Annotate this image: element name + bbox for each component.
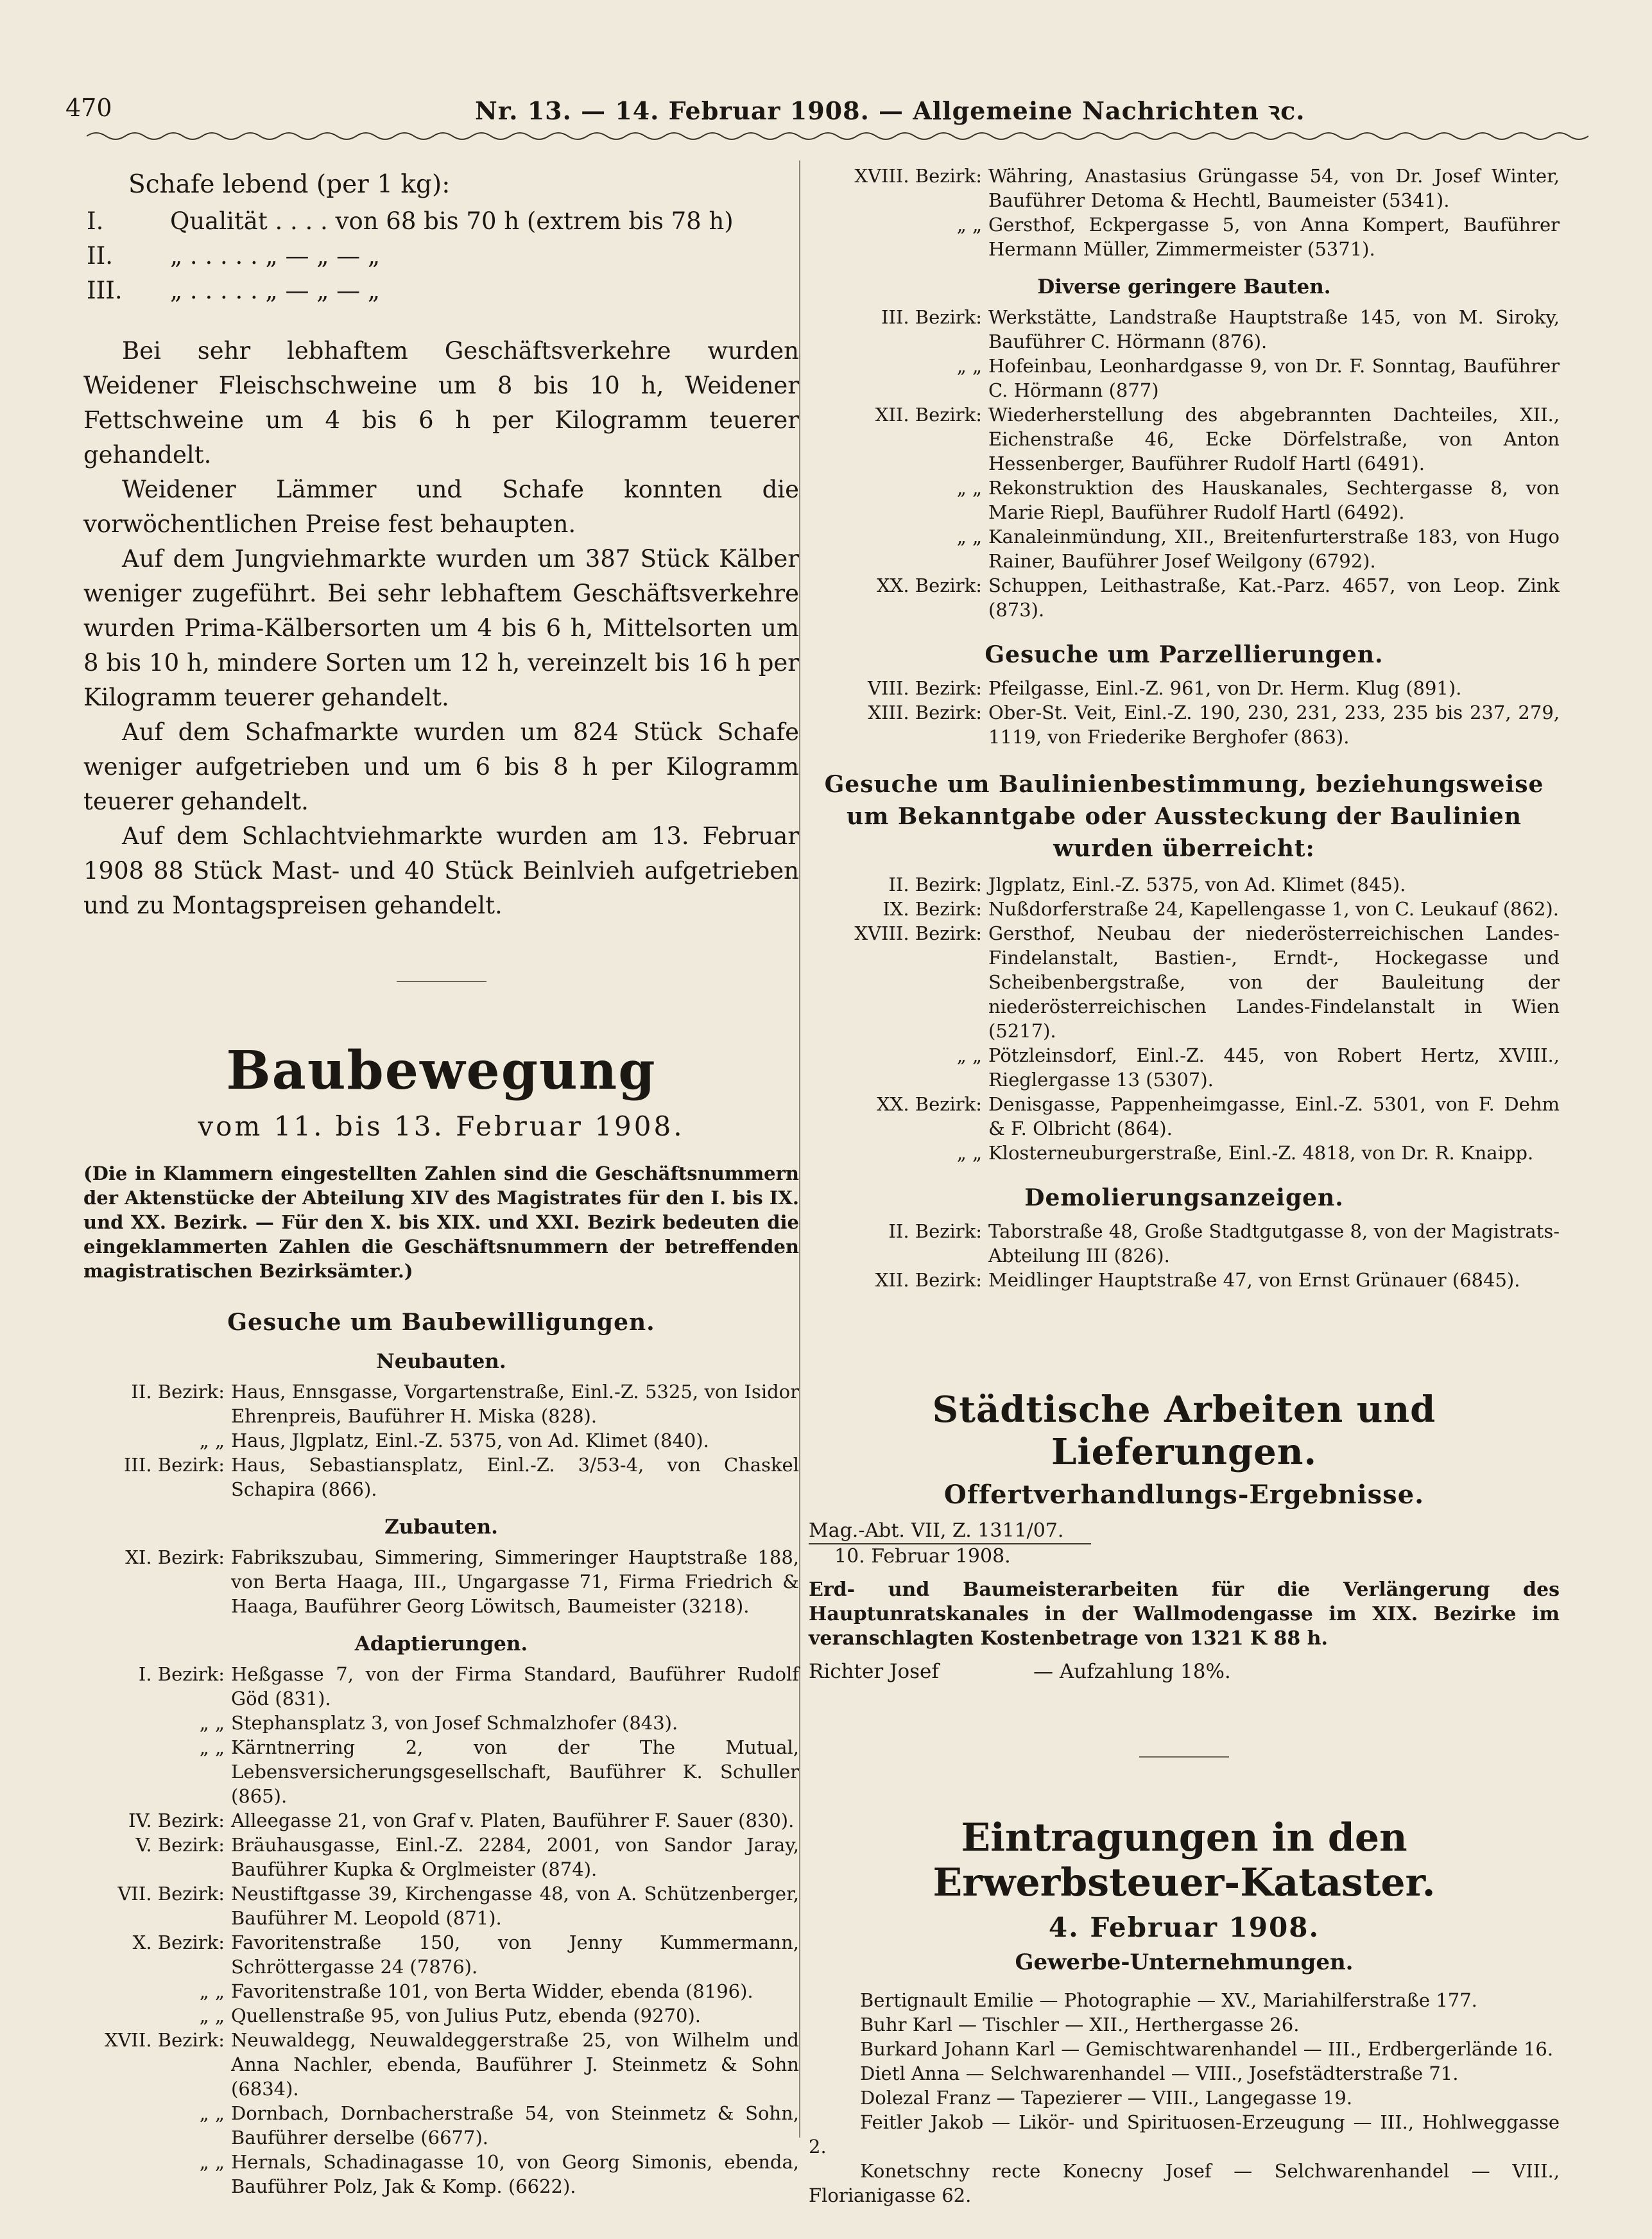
list-item: Burkard Johann Karl — Gemischtwarenhandel — III., Erdbergerlände 16. — [860, 2038, 1554, 2060]
entry-text: Haus, Sebastiansplatz, Einl.-Z. 3/53-4, von Chaskel Schapira (866). — [231, 1454, 799, 1500]
header-wavy-rule — [87, 128, 1588, 144]
offer-date: 10. Februar 1908. — [834, 1545, 1011, 1568]
list-item — [809, 1268, 1560, 1292]
district-label: XI. Bezirk: — [125, 1546, 225, 1568]
entry-text: Bräuhausgasse, Einl.-Z. 2284, 2001, von Sandor Jaray, Bauführer Kupka & Orglmeister (874). — [231, 1834, 799, 1880]
district-label: „ „ — [956, 355, 982, 377]
list-item — [809, 1141, 1560, 1165]
list-item: Buhr Karl — Tischler — XII., Herthergasse 26. — [860, 2014, 1300, 2036]
entry-text: Ober-St. Veit, Einl.-Z. 190, 230, 231, 233, 235 bis 237, 279, 1119, von Friederike Berghofer (863). — [988, 702, 1560, 748]
district-label: VIII. Bezirk: — [868, 677, 982, 699]
district-label: XII. Bezirk: — [875, 404, 982, 426]
list-item — [809, 212, 1560, 261]
district-label: II. Bezirk: — [888, 1220, 982, 1242]
list-item — [83, 1881, 799, 1930]
entry-text: Denisgasse, Pappenheimgasse, Einl.-Z. 5301, von F. Dehm & F. Olbricht (864). — [988, 1093, 1560, 1139]
district-label: „ „ — [956, 1142, 982, 1164]
entry-text: Schuppen, Leithastraße, Kat.-Parz. 4657, von Leop. Zink (873). — [988, 575, 1560, 621]
paragraph: Auf dem Schlachtviehmarkte wurden am 13. Februar 1908 88 Stück Mast- und 40 Stück Beinlvieh aufgetrieben und zu Montagspreisen gehandelt. — [83, 822, 799, 919]
district-label: I. Bezirk: — [138, 1663, 225, 1685]
demolierung-heading: Demolierungsanzeigen. — [1024, 1184, 1344, 1211]
entry-text: Haus, Ennsgasse, Vorgartenstraße, Einl.-Z. 5325, von Isidor Ehrenpreis, Bauführer H. Miska (828). — [231, 1381, 799, 1427]
entry-text: Stephansplatz 3, von Josef Schmalzhofer (843). — [231, 1712, 678, 1734]
list-item — [83, 2101, 799, 2150]
left-column — [83, 160, 799, 2199]
quality-value: „ . . . . . „ — „ — „ — [170, 242, 381, 270]
offer-description: Erd- und Baumeisterarbeiten für die Verlängerung des Hauptunratskanales in der Wallmodengasse im XIX. Bezirke im veranschlagten Kostenbetrage von 1321 K 88 h. — [809, 1578, 1560, 1650]
list-item — [809, 676, 1560, 700]
list-item — [83, 1662, 799, 1711]
entry-text: Nußdorferstraße 24, Kapellengasse 1, von C. Leukauf (862). — [988, 898, 1559, 920]
gewerbe-subheading: Gewerbe-Unternehmungen. — [1015, 1949, 1354, 1975]
bidder-name: Richter Josef — [809, 1660, 939, 1683]
district-label: „ „ — [199, 2151, 225, 2173]
district-label: XIII. Bezirk: — [868, 702, 982, 723]
district-label: XX. Bezirk: — [877, 1093, 982, 1115]
entry-text: Hofeinbau, Leonhardgasse 9, von Dr. F. Sonntag, Bauführer C. Hörmann (877) — [988, 355, 1560, 401]
quality-row — [83, 204, 799, 239]
right-column — [809, 164, 1560, 2208]
entry-text: Quellenstraße 95, von Julius Putz, ebenda (9270). — [231, 2005, 701, 2027]
paragraph: Auf dem Schafmarkte wurden um 824 Stück Schafe weniger aufgetrieben und um 6 bis 8 h per Kilogramm teuerer gehandelt. — [83, 718, 799, 815]
district-label: III. Bezirk: — [881, 306, 982, 328]
list-item — [83, 1930, 799, 1979]
list-item — [83, 1979, 799, 2003]
page-number: 470 — [65, 94, 112, 122]
entry-text: Heßgasse 7, von der Firma Standard, Bauführer Rudolf Göd (831). — [231, 1663, 799, 1709]
district-label: VII. Bezirk: — [117, 1883, 225, 1905]
list-item — [83, 1808, 799, 1833]
entry-text: Pfeilgasse, Einl.-Z. 961, von Dr. Herm. Klug (891). — [988, 677, 1462, 699]
offer-result-row — [809, 1657, 1560, 1686]
district-label: III. Bezirk: — [123, 1454, 225, 1476]
list-item — [83, 1711, 799, 1735]
reference-number: Mag.-Abt. VII, Z. 1311/07. — [809, 1519, 1064, 1542]
eintragungen-title: Eintragungen in den Erwerbsteuer-Kataster. — [933, 1815, 1436, 1905]
list-item — [83, 2150, 799, 2199]
parzellierungen-heading: Gesuche um Parzellierungen. — [985, 641, 1384, 668]
district-label: „ „ — [199, 1430, 225, 1451]
district-label: „ „ — [956, 477, 982, 499]
page-header-title: Nr. 13. — 14. Februar 1908. — Allgemeine Nachrichten ꝛc. — [475, 96, 1305, 125]
neubauten-heading: Neubauten. — [376, 1350, 506, 1373]
diverse-heading: Diverse geringere Bauten. — [1037, 275, 1331, 298]
list-item — [809, 164, 1560, 212]
district-label: XVIII. Bezirk: — [854, 922, 982, 944]
bidder-result: — Aufzahlung 18%. — [1033, 1660, 1231, 1683]
list-item — [809, 476, 1560, 524]
list-item — [83, 1379, 799, 1428]
list-item — [809, 897, 1560, 921]
baubewegung-date: vom 11. bis 13. Februar 1908. — [198, 1111, 685, 1142]
quality-row — [83, 239, 799, 273]
quality-value: Qualität . . . . von 68 bis 70 h (extrem bis 78 h) — [170, 207, 734, 235]
district-label: II. Bezirk: — [131, 1381, 225, 1403]
section-separator — [397, 981, 486, 982]
list-item: Dolezal Franz — Tapezierer — VIII., Langegasse 19. — [860, 2087, 1353, 2109]
entry-text: Kärntnerring 2, von der The Mutual, Lebensversicherungsgesellschaft, Bauführer K. Schuller (865). — [231, 1736, 799, 1807]
zubauten-heading: Zubauten. — [384, 1516, 498, 1539]
district-label: XX. Bezirk: — [877, 575, 982, 596]
offertverhandlungs-subtitle: Offertverhandlungs-Ergebnisse. — [943, 1480, 1425, 1510]
district-label: V. Bezirk: — [135, 1834, 225, 1856]
eintragungen-date: 4. Februar 1908. — [1048, 1912, 1320, 1943]
entry-text: Taborstraße 48, Große Stadtgutgasse 8, von der Magistrats-Abteilung III (826). — [988, 1220, 1560, 1266]
entry-text: Alleegasse 21, von Graf v. Platen, Bauführer F. Sauer (830). — [231, 1810, 795, 1831]
list-item — [809, 305, 1560, 354]
district-label: „ „ — [956, 1044, 982, 1066]
entry-text: Fabrikszubau, Simmering, Simmeringer Hauptstraße 188, von Berta Haaga, III., Ungargasse 71, Firma Friedrich & Haaga, Bauführer Georg Löwitsch, Baumeister (3218). — [231, 1546, 799, 1617]
entry-text: Dornbach, Dornbacherstraße 54, von Steinmetz & Sohn, Bauführer derselbe (6677). — [231, 2102, 799, 2148]
entry-text: Rekonstruktion des Hauskanales, Sechtergasse 8, von Marie Riepl, Bauführer Rudolf Hartl (6492). — [988, 477, 1560, 523]
list-item — [83, 2003, 799, 2028]
entry-text: Favoritenstraße 101, von Berta Widder, ebenda (8196). — [231, 1980, 753, 2002]
baubewegung-note: (Die in Klammern eingestellten Zahlen sind die Geschäftsnummern der Aktenstücke der Abteilung XIV des Magistrates für den I. bis IX. und XX. Bezirk. — Für den X. bis XIX. und XXI. Bezirk bedeuten die eingeklammerten Zahlen die Geschäftsnummern der betreffenden magistratischen Bezirksämter.) — [83, 1163, 799, 1282]
entry-text: Favoritenstraße 150, von Jenny Kummermann, Schröttergasse 24 (7876). — [231, 1932, 799, 1978]
quality-label: I. — [87, 207, 104, 235]
entry-text: Neustiftgasse 39, Kirchengasse 48, von A. Schützenberger, Bauführer M. Leopold (871). — [231, 1883, 799, 1929]
district-label: IV. Bezirk: — [128, 1810, 225, 1831]
list-item — [83, 1545, 799, 1618]
staedtische-arbeiten-title: Städtische Arbeiten und Lieferungen. — [932, 1388, 1436, 1473]
quality-label: II. — [87, 242, 113, 270]
market-report — [83, 334, 799, 923]
list-item: Konetschny recte Konecny Josef — Selchwarenhandel — VIII., Florianigasse 62. — [809, 2160, 1560, 2206]
list-item — [809, 402, 1560, 476]
district-label: II. Bezirk: — [888, 874, 982, 895]
entry-text: Währing, Anastasius Grüngasse 54, von Dr. Josef Winter, Bauführer Detoma & Hechtl, Baumeister (5341). — [988, 165, 1560, 211]
district-label: „ „ — [956, 526, 982, 548]
gesuche-heading: Gesuche um Baubewilligungen. — [227, 1309, 655, 1336]
list-item — [809, 872, 1560, 897]
entry-text: Gersthof, Neubau der niederösterreichischen Landes-Findelanstalt, Bastien-, Erndt-, Hockegasse und Scheibenbergstraße, von der Bauleitung der niederösterreichischen Landes-Findelanstalt in Wien (5217). — [988, 922, 1560, 1042]
list-item — [809, 1219, 1560, 1268]
entry-text: Wiederherstellung des abgebrannten Dachteiles, XII., Eichenstraße 46, Ecke Dörfelstraße, von Anton Hessenberger, Bauführer Rudolf Hartl (6491). — [988, 404, 1560, 474]
entry-text: Hernals, Schadinagasse 10, von Georg Simonis, ebenda, Bauführer Polz, Jak & Komp. (6622). — [231, 2151, 799, 2197]
entry-text: Gersthof, Eckpergasse 5, von Anna Kompert, Bauführer Hermann Müller, Zimmermeister (5371). — [988, 214, 1560, 260]
list-item — [809, 921, 1560, 1043]
quality-label: III. — [87, 277, 123, 304]
paragraph: Bei sehr lebhaftem Geschäftsverkehre wurden Weidener Fleischschweine um 8 bis 10 h, Weidener Fettschweine um 4 bis 6 h per Kilogramm teuerer gehandelt. — [83, 337, 799, 469]
baubewegung-title: Baubewegung — [226, 1040, 657, 1102]
quality-table — [83, 204, 799, 308]
list-item — [83, 1735, 799, 1808]
adaptierungen-heading: Adaptierungen. — [354, 1632, 528, 1655]
district-label: X. Bezirk: — [132, 1932, 225, 1953]
paragraph: Weidener Lämmer und Schafe konnten die vorwöchentlichen Preise fest behaupten. — [83, 476, 799, 538]
list-item — [83, 1428, 799, 1453]
entry-text: Meidlinger Hauptstraße 47, von Ernst Grünauer (6845). — [988, 1269, 1520, 1291]
district-label: „ „ — [199, 2005, 225, 2027]
gewerbe-list — [809, 1988, 1560, 2208]
district-label: IX. Bezirk: — [882, 898, 982, 920]
entry-text: Haus, Jlgplatz, Einl.-Z. 5375, von Ad. Klimet (840). — [231, 1430, 709, 1451]
list-item — [809, 1092, 1560, 1141]
section-separator — [1139, 1756, 1229, 1758]
list-item — [809, 573, 1560, 622]
district-label: „ „ — [956, 214, 982, 236]
quality-row — [83, 273, 799, 308]
list-item — [83, 1453, 799, 1501]
entry-text: Jlgplatz, Einl.-Z. 5375, von Ad. Klimet (845). — [988, 874, 1406, 895]
column-divider — [799, 160, 800, 2138]
list-item: Bertignault Emilie — Photographie — XV., Mariahilferstraße 177. — [860, 1989, 1477, 2011]
district-label: „ „ — [199, 1980, 225, 2002]
list-item: Feitler Jakob — Likör- und Spirituosen-Erzeugung — III., Hohlweggasse 2. — [809, 2111, 1560, 2157]
entry-text: Werkstätte, Landstraße Hauptstraße 145, von M. Siroky, Bauführer C. Hörmann (876). — [988, 306, 1560, 352]
spacer — [809, 1292, 1560, 1388]
reference-line — [809, 1519, 1091, 1544]
list-item — [809, 700, 1560, 749]
district-label: „ „ — [199, 1712, 225, 1734]
paragraph: Auf dem Jungviehmarkte wurden um 387 Stück Kälber weniger zugeführt. Bei sehr lebhaftem Geschäftsverkehre wurden Prima-Kälbersorten um 4 bis 6 h, Mittelsorten um 8 bis 10 h, mindere Sorten um 12 h, vereinzelt bis 16 h per Kilogramm teuerer gehandelt. — [83, 545, 799, 711]
list-item — [83, 1833, 799, 1881]
list-item: Dietl Anna — Selchwarenhandel — VIII., Josefstädterstraße 71. — [860, 2062, 1459, 2084]
district-label: XII. Bezirk: — [875, 1269, 982, 1291]
entry-text: Klosterneuburgerstraße, Einl.-Z. 4818, von Dr. R. Knaipp. — [988, 1142, 1534, 1164]
district-label: XVII. Bezirk: — [104, 2029, 225, 2051]
quality-value: „ . . . . . „ — „ — „ — [170, 277, 381, 304]
entry-text: Kanaleinmündung, XII., Breitenfurterstraße 183, von Hugo Rainer, Bauführer Josef Weilgony (6792). — [988, 526, 1560, 572]
list-item — [809, 1043, 1560, 1092]
list-item — [83, 2028, 799, 2101]
entry-text: Pötzleinsdorf, Einl.-Z. 445, von Robert Hertz, XVIII., Rieglergasse 13 (5307). — [988, 1044, 1560, 1091]
district-label: „ „ — [199, 2102, 225, 2124]
entry-text: Neuwaldegg, Neuwaldeggerstraße 25, von Wilhelm und Anna Nachler, ebenda, Bauführer J. Steinmetz & Sohn (6834). — [231, 2029, 799, 2100]
list-item — [809, 524, 1560, 573]
baulinien-heading: Gesuche um Baulinienbestimmung, beziehungsweise um Bekanntgabe oder Aussteckung der Baulinien wurden überreicht: — [824, 771, 1544, 862]
sheep-heading: Schafe lebend (per 1 kg): — [128, 170, 451, 199]
district-label: XVIII. Bezirk: — [854, 165, 982, 187]
list-item — [809, 354, 1560, 402]
district-label: „ „ — [199, 1736, 225, 1758]
